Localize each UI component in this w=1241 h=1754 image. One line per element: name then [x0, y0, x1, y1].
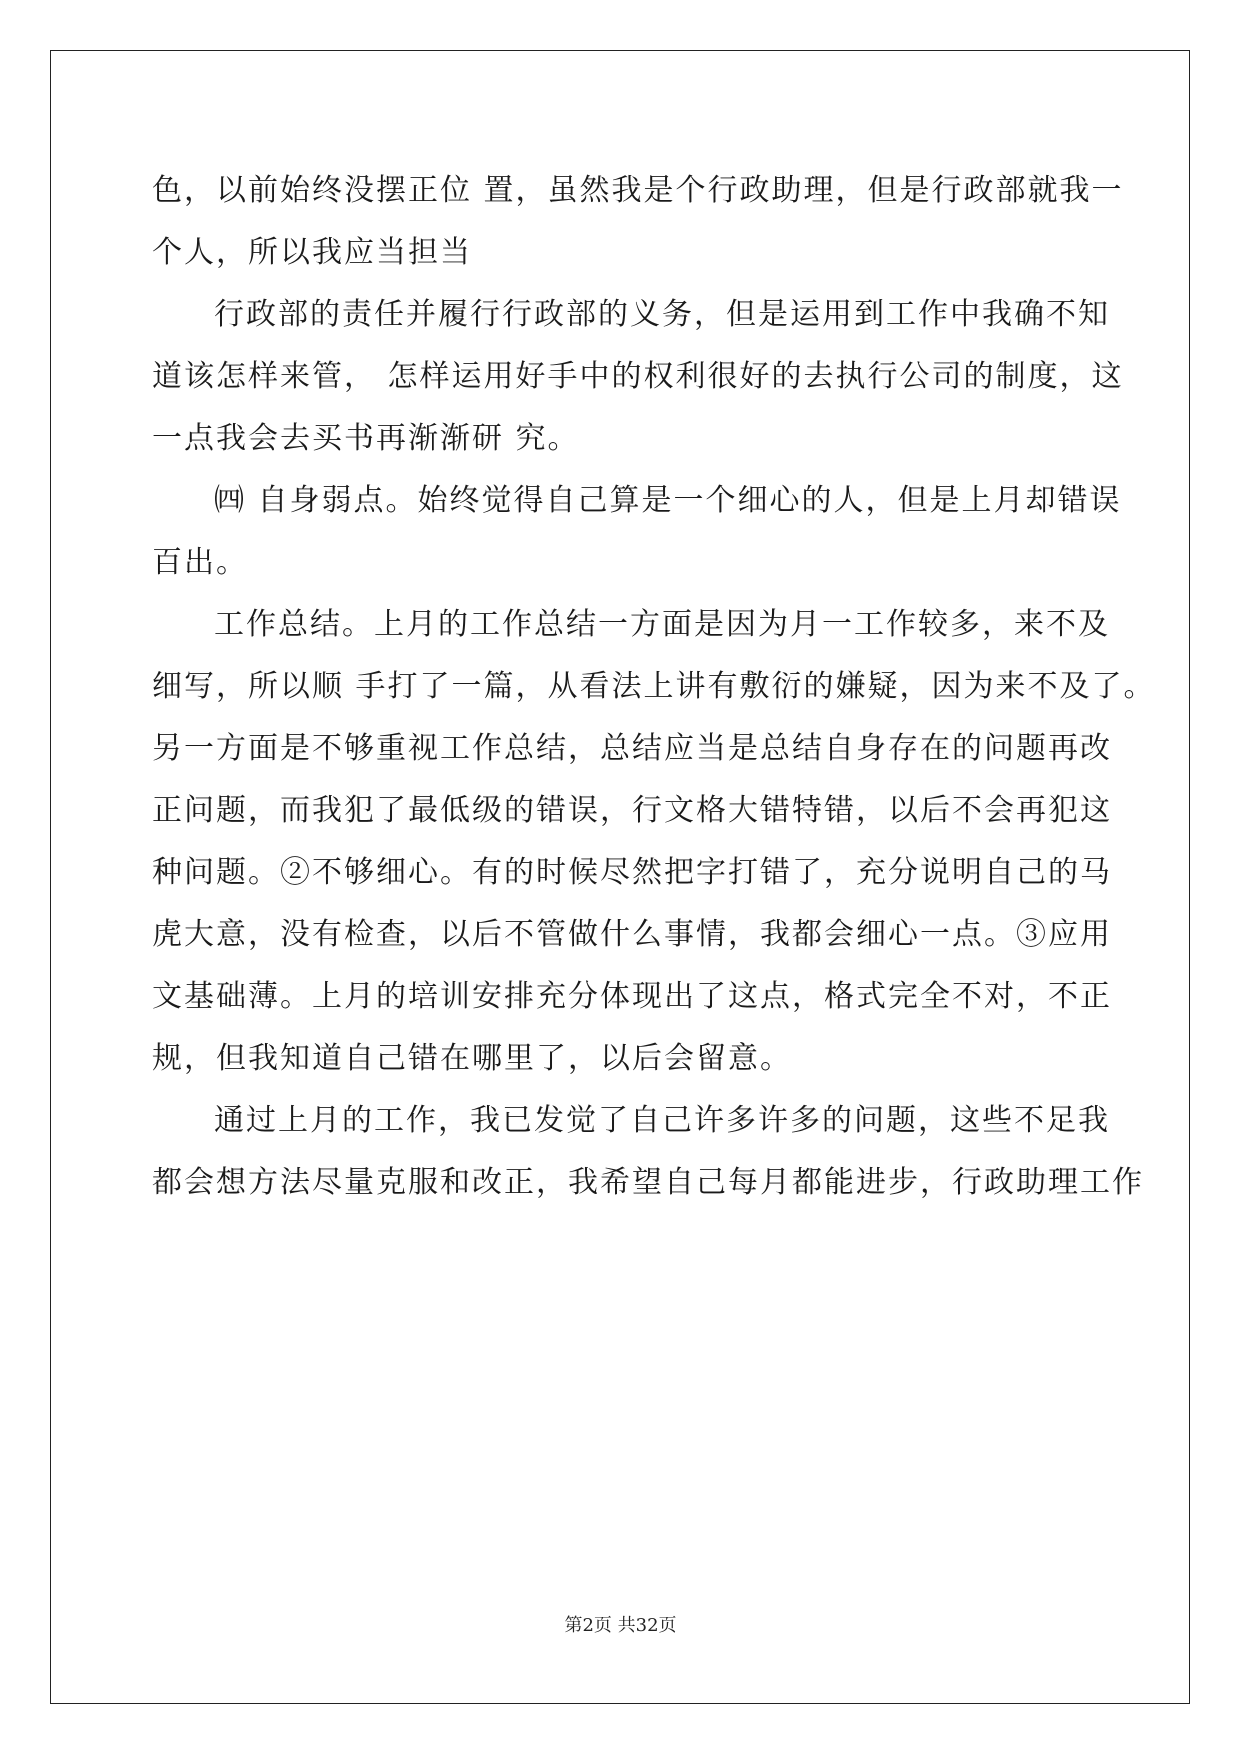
- text-line: ㈣ 自身弱点。始终觉得自己算是一个细心的人，但是上月却错误: [214, 483, 1122, 518]
- text-line: 色，以前始终没摆正位 置，虽然我是个行政助理，但是行政部就我一: [152, 173, 1124, 208]
- text-line: 虎大意，没有检查，以后不管做什么事情，我都会细心一点。③应用: [152, 917, 1112, 952]
- text-line: 细写，所以顺 手打了一篇，从看法上讲有敷衍的嫌疑，因为来不及了。: [152, 669, 1156, 704]
- page-number: 第2页 共32页: [564, 1615, 677, 1636]
- text-line: 行政部的责任并履行行政部的义务，但是运用到工作中我确不知: [214, 297, 1110, 332]
- text-line: 文基础薄。上月的培训安排充分体现出了这点，格式完全不对，不正: [152, 979, 1112, 1014]
- text-line: 规，但我知道自己错在哪里了，以后会留意。: [152, 1041, 792, 1076]
- text-line: 种问题。②不够细心。有的时候尽然把字打错了，充分说明自己的马: [152, 855, 1112, 890]
- text-line: 百出。: [152, 545, 248, 580]
- text-line: 一点我会去买书再渐渐研 究。: [152, 421, 580, 456]
- text-line: 正问题，而我犯了最低级的错误，行文格大错特错，以后不会再犯这: [152, 793, 1112, 828]
- text-line: 都会想方法尽量克服和改正，我希望自己每月都能进步，行政助理工作: [152, 1165, 1144, 1200]
- text-line: 工作总结。上月的工作总结一方面是因为月一工作较多，来不及: [214, 607, 1110, 642]
- text-line: 个人，所以我应当担当: [152, 235, 472, 270]
- text-line: 另一方面是不够重视工作总结，总结应当是总结自身存在的问题再改: [152, 731, 1112, 766]
- text-line: 通过上月的工作，我已发觉了自己许多许多的问题，这些不足我: [214, 1103, 1110, 1138]
- document-body: [152, 160, 1156, 1214]
- text-line: 道该怎样来管， 怎样运用好手中的权利很好的去执行公司的制度，这: [152, 359, 1124, 394]
